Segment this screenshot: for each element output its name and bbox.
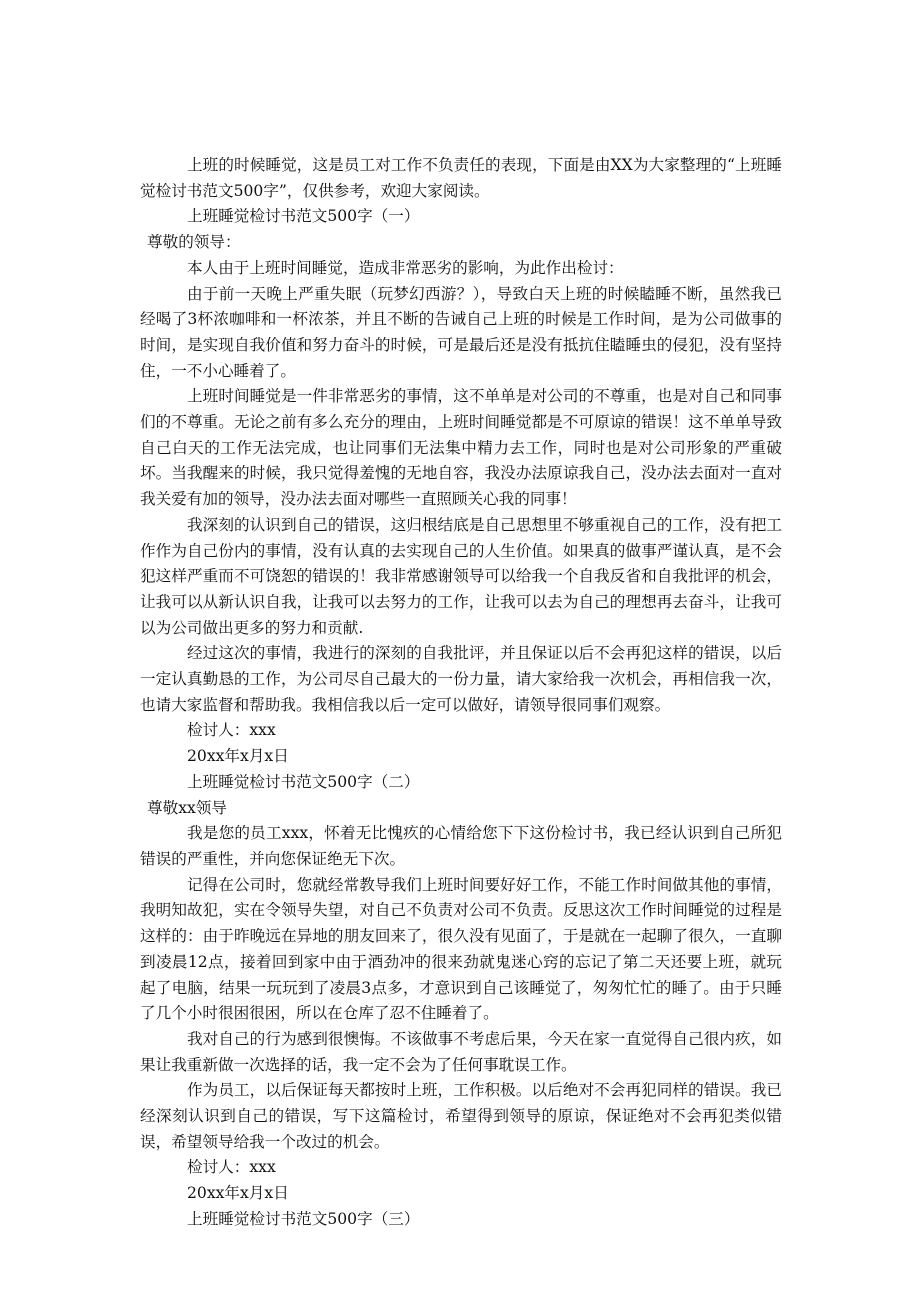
sample-1-paragraph: 我深刻的认识到自己的错误，这归根结底是自己思想里不够重视自己的工作，没有把工作作为自己份内的事情，没有认真的去实现自己的人生价值。如果真的做事严谨认真，是不会犯这样严重而不可饶恕的错误的！我非常感谢领导可以给我一个自我反省和自我批评的机会，让我可以从新认识自我，让我可以去努力的工作，让我可以去为自己的理想再去奋斗，让我可以为公司做出更多的努力和贡献. bbox=[140, 515, 782, 637]
sample-3-title: 上班睡觉检讨书范文500字（三） bbox=[187, 1209, 420, 1228]
sample-1-paragraph: 经过这次的事情，我进行的深刻的自我批评，并且保证以后不会再犯这样的错误，以后一定认真勤恳的工作，为公司尽自己最大的一份力量，请大家给我一次机会，再相信我一次，也请大家监督和帮助我。我相信我以后一定可以做好，请领导很同事们观察。 bbox=[140, 644, 782, 714]
sample-2-paragraph: 记得在公司时，您就经常教导我们上班时间要好好工作，不能工作时间做其他的事情，我明知故犯，实在令领导失望，对自己不负责对公司不负责。反思这次工作时间睡觉的过程是这样的：由于昨晚远在异地的朋友回来了，很久没有见面了，于是就在一起聊了很久，一直聊到凌晨12点，接着回到家中由于酒劲冲的很来劲就鬼迷心窍的忘记了第二天还要上班，就玩起了电脑，结果一玩玩到了凌晨3点多，才意识到自己该睡觉了，匆匆忙忙的睡了。由于只睡了几个小时很困很困，所以在仓库了忍不住睡着了。 bbox=[140, 875, 782, 1023]
sample-1-salutation: 尊敬的领导： bbox=[147, 233, 241, 252]
sample-2-paragraph: 我是您的员工xxx，怀着无比愧疚的心情给您下下这份检讨书，我已经认识到自己所犯错误的严重性，并向您保证绝无下次。 bbox=[140, 824, 782, 868]
sample-2-salutation: 尊敬xx领导 bbox=[147, 798, 227, 817]
sample-1-signer: 检讨人：xxx bbox=[187, 721, 276, 740]
document-body bbox=[140, 153, 782, 1233]
sample-1-paragraph: 上班时间睡觉是一件非常恶劣的事情，这不单单是对公司的不尊重，也是对自己和同事们的不尊重。无论之前有多么充分的理由，上班时间睡觉都是不可原谅的错误！这不单单导致自己白天的工作无法完成，也让同事们无法集中精力去工作，同时也是对公司形象的严重破坏。当我醒来的时候，我只觉得羞愧的无地自容，我没办法原谅我自己，没办法去面对一直对我关爱有加的领导，没办法去面对哪些一直照顾关心我的同事！ bbox=[140, 387, 782, 509]
sample-2-signer: 检讨人：xxx bbox=[187, 1158, 276, 1177]
sample-2-paragraph: 作为员工，以后保证每天都按时上班，工作积极。以后绝对不会再犯同样的错误。我已经深刻认识到自己的错误，写下这篇检讨，希望得到领导的原谅，保证绝对不会再犯类似错误，希望领导给我一个改过的机会。 bbox=[140, 1081, 782, 1151]
sample-1-paragraph: 由于前一天晚上严重失眠（玩梦幻西游？），导致白天上班的时候瞌睡不断，虽然我已经喝了3杯浓咖啡和一杯浓茶，并且不断的告诫自己上班的时候是工作时间，是为公司做事的时间，是实现自我价值和努力奋斗的时候，可是最后还是没有抵抗住瞌睡虫的侵犯，没有坚持住，一不小心睡着了。 bbox=[140, 284, 782, 380]
sample-2-date: 20xx年x月x日 bbox=[187, 1184, 289, 1203]
sample-1-paragraph: 本人由于上班时间睡觉，造成非常恶劣的影响，为此作出检讨： bbox=[187, 258, 624, 277]
sample-1-date: 20xx年x月x日 bbox=[187, 747, 289, 766]
sample-1-title: 上班睡觉检讨书范文500字（一） bbox=[187, 207, 420, 226]
sample-2-paragraph: 我对自己的行为感到很懊悔。不该做事不考虑后果，今天在家一直觉得自己很内疚，如果让我重新做一次选择的话，我一定不会为了任何事耽误工作。 bbox=[140, 1029, 782, 1074]
sample-2-title: 上班睡觉检讨书范文500字（二） bbox=[187, 772, 420, 791]
intro-paragraph: 上班的时候睡觉，这是员工对工作不负责任的表现，下面是由XX为大家整理的“上班睡觉检讨书范文500字”，仅供参考，欢迎大家阅读。 bbox=[140, 156, 782, 200]
